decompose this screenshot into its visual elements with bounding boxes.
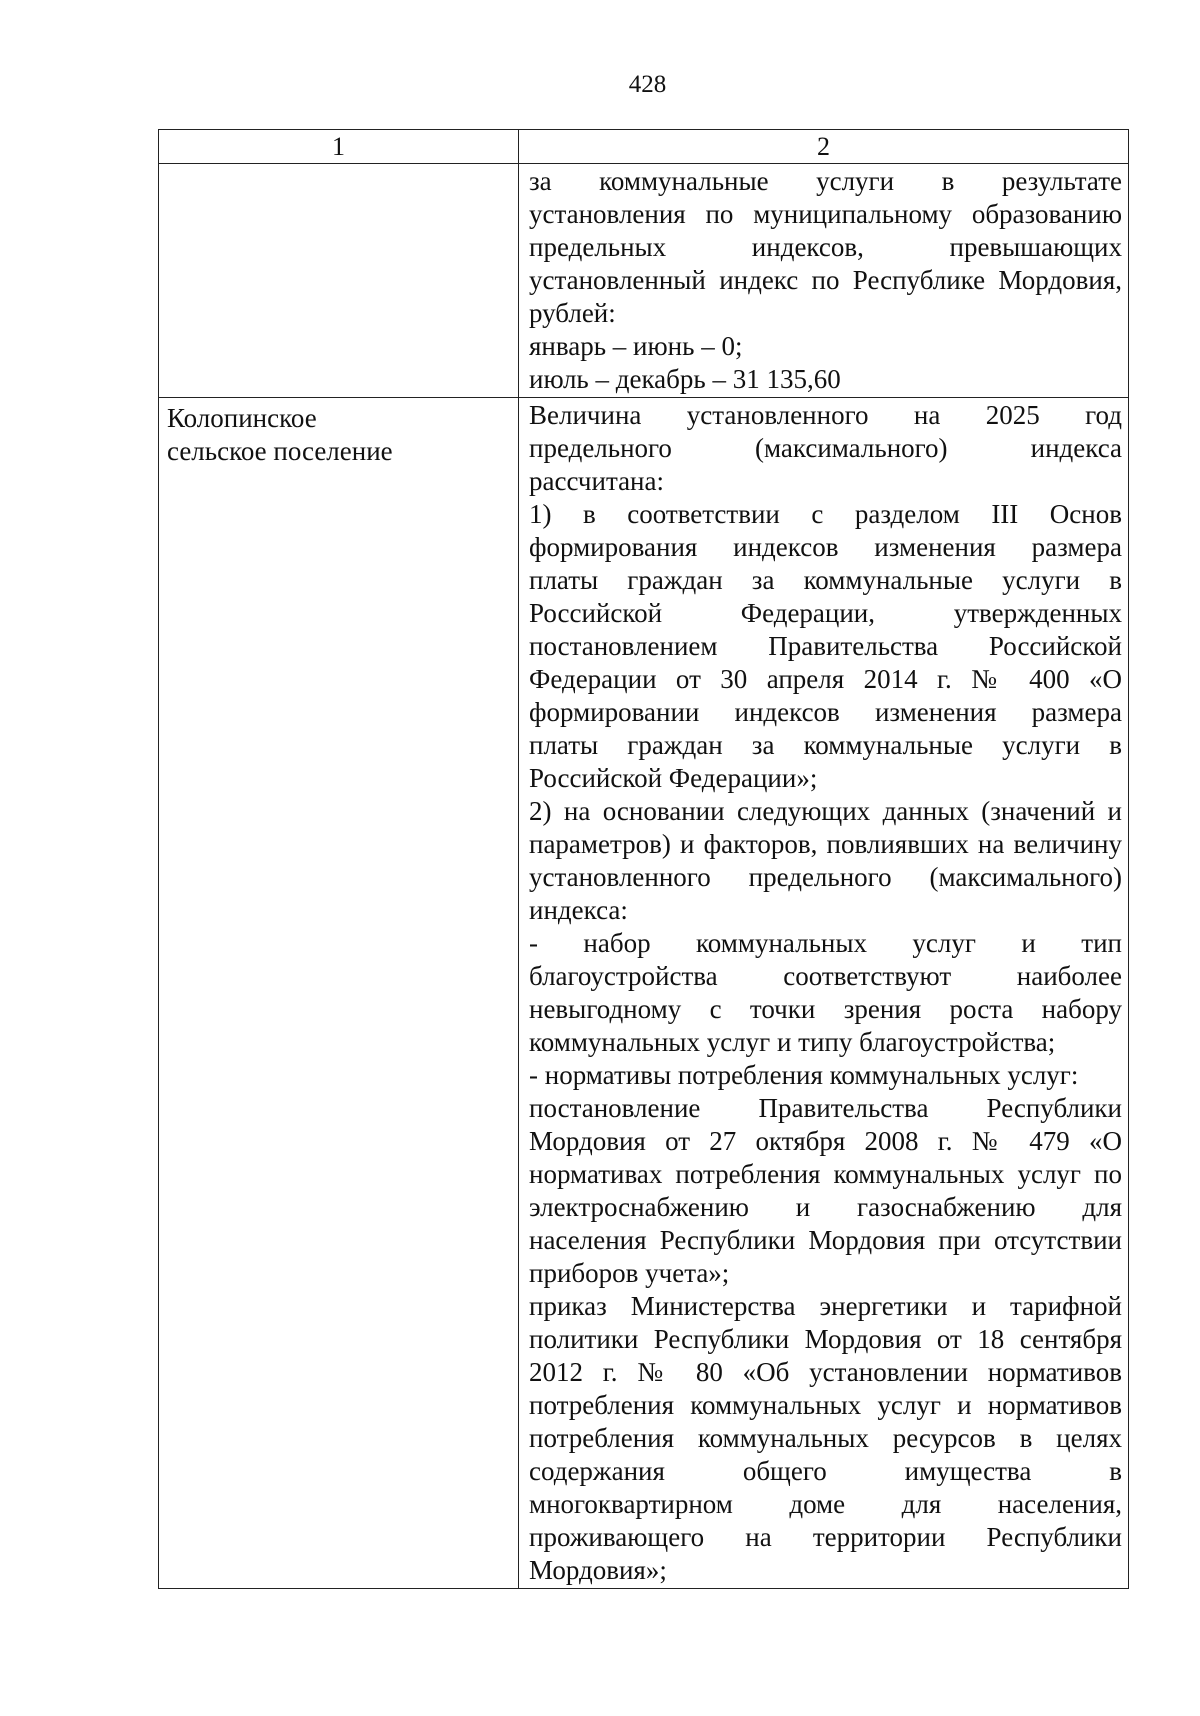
description-text-line: нормативах потребления коммунальных услуг по	[529, 1159, 1122, 1189]
description-text-line: установленного предельного (максимального)	[529, 862, 1122, 892]
description-text-line: невыгодному с точки зрения роста набору	[529, 994, 1122, 1024]
description-text-line: формировании индексов изменения размера	[529, 697, 1122, 727]
table-header-row	[159, 130, 1129, 164]
description-text-line: благоустройства соответствуют наиболее	[529, 961, 1122, 991]
description-text-line: потребления коммунальных ресурсов в целях	[529, 1423, 1122, 1453]
description-text-line: Федерации от 30 апреля 2014 г. № 400 «О	[529, 664, 1122, 694]
description-text-line: платы граждан за коммунальные услуги в	[529, 730, 1122, 760]
description-text-line: содержания общего имущества в	[529, 1456, 1122, 1486]
description-text-line: установленный индекс по Республике Мордовия,	[529, 265, 1122, 295]
description-text-line: формирования индексов изменения размера	[529, 532, 1122, 562]
description-text-line: январь – июнь – 0;	[529, 331, 743, 361]
description-text-line: населения Республики Мордовия при отсутствии	[529, 1225, 1122, 1255]
description-text-line: 1) в соответствии с разделом III Основ	[529, 499, 1122, 529]
description-text-line: июль – декабрь – 31 135,60	[529, 364, 841, 394]
description-text-line: рассчитана:	[529, 466, 664, 496]
description-text-line: - набор коммунальных услуг и тип	[529, 928, 1122, 958]
row-1-municipality-cell	[159, 164, 519, 398]
description-text-line: Величина установленного на 2025 год	[529, 400, 1122, 430]
description-text-line: предельного (максимального) индекса	[529, 433, 1122, 463]
description-text-line: постановлением Правительства Российской	[529, 631, 1122, 661]
column-header-1: 1	[159, 130, 519, 164]
row-1-description-cell	[519, 164, 1129, 398]
description-text-line: Российской Федерации»;	[529, 763, 818, 793]
description-text-line: приказ Министерства энергетики и тарифной	[529, 1291, 1122, 1321]
description-text-line: параметров) и факторов, повлиявших на величину	[529, 829, 1122, 859]
description-text-line: проживающего на территории Республики	[529, 1522, 1122, 1552]
description-text-line: 2) на основании следующих данных (значений и	[529, 796, 1122, 826]
description-text-line: платы граждан за коммунальные услуги в	[529, 565, 1122, 595]
column-header-2: 2	[519, 130, 1129, 164]
description-text-line: рублей:	[529, 298, 616, 328]
description-text-line: политики Республики Мордовия от 18 сентября	[529, 1324, 1122, 1354]
description-text-line: многоквартирном доме для населения,	[529, 1489, 1122, 1519]
description-text-line: предельных индексов, превышающих	[529, 232, 1122, 262]
table-row	[159, 398, 1129, 1589]
municipality-name-line: сельское поселение	[167, 436, 393, 466]
description-text-line: индекса:	[529, 895, 628, 925]
description-text-line: приборов учета»;	[529, 1258, 730, 1288]
municipality-name-line: Колопинское	[167, 403, 317, 433]
description-text-line: - нормативы потребления коммунальных услуг:	[529, 1060, 1079, 1090]
page-number: 428	[628, 71, 667, 98]
description-text-line: коммунальных услуг и типу благоустройства;	[529, 1027, 1056, 1057]
description-text-line: Мордовия»;	[529, 1555, 667, 1585]
description-text-line: Мордовия от 27 октября 2008 г. № 479 «О	[529, 1126, 1122, 1156]
description-text-line: установления по муниципальному образованию	[529, 199, 1122, 229]
description-text-line: за коммунальные услуги в результате	[529, 166, 1122, 196]
row-2-description-cell	[519, 398, 1129, 1589]
document-table	[158, 129, 1129, 1589]
description-text-line: потребления коммунальных услуг и нормативов	[529, 1390, 1122, 1420]
description-text-line: постановление Правительства Республики	[529, 1093, 1122, 1123]
description-text-line: 2012 г. № 80 «Об установлении нормативов	[529, 1357, 1122, 1387]
row-2-municipality-cell	[159, 398, 519, 1589]
description-text-line: Российской Федерации, утвержденных	[529, 598, 1122, 628]
table-row	[159, 164, 1129, 398]
description-text-line: электроснабжению и газоснабжению для	[529, 1192, 1122, 1222]
